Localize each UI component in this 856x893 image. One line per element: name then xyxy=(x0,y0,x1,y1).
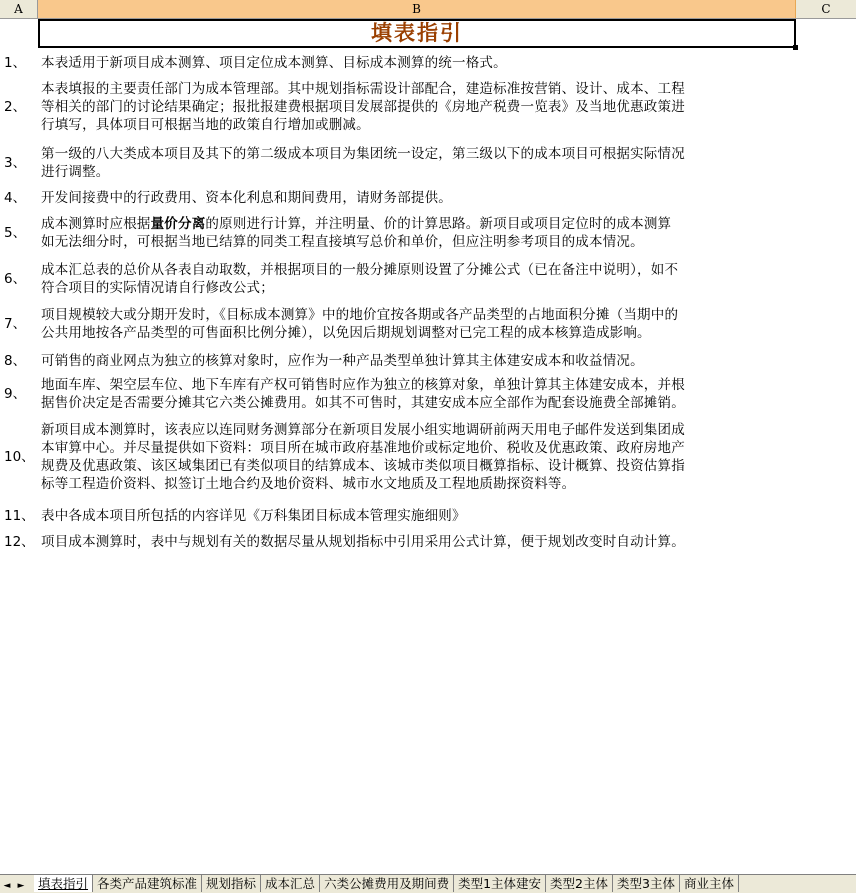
item-text xyxy=(41,80,796,134)
sheet-tab[interactable]: 类型3主体 xyxy=(613,875,680,892)
item-line: 可销售的商业网点为独立的核算对象时，应作为一种产品类型单独计算其主体建安成本和收益情况。 xyxy=(41,353,644,369)
list-item[interactable] xyxy=(0,189,856,207)
next-sheet-icon[interactable]: ► xyxy=(17,881,25,891)
sheet-tab[interactable]: 规划指标 xyxy=(202,875,261,892)
item-text xyxy=(41,376,796,412)
item-number: 8、 xyxy=(4,353,27,369)
column-header-bar xyxy=(0,0,856,19)
item-line-bold: 量价分离 xyxy=(150,216,206,232)
item-line: 本表填报的主要责任部门为成本管理部。其中规划指标需设计部配合，建造标准按营销、设计、成本、工程 xyxy=(41,81,685,97)
item-number: 6、 xyxy=(4,271,27,287)
item-line-pre: 成本测算时应根据 xyxy=(41,216,151,232)
sheet-tab[interactable]: 填表指引 xyxy=(34,875,93,892)
item-line: 表中各成本项目所包括的内容详见《万科集团目标成本管理实施细则》 xyxy=(41,508,466,524)
item-line: 进行调整。 xyxy=(41,164,110,180)
list-item[interactable] xyxy=(0,507,856,525)
item-text xyxy=(41,189,796,207)
item-text xyxy=(41,145,796,181)
item-line: 本表适用于新项目成本测算、项目定位成本测算、目标成本测算的统一格式。 xyxy=(41,55,507,71)
sheet-tab[interactable]: 商业主体 xyxy=(680,875,739,892)
item-text xyxy=(41,507,796,525)
page-title: 填表指引 xyxy=(371,21,463,45)
item-line: 公共用地按各产品类型的可售面积比例分摊），以免因后期规划调整对已完工程的成本核算造成影响。 xyxy=(41,325,651,341)
item-text xyxy=(41,215,796,251)
item-line: 地面车库、架空层车位、地下车库有产权可销售时应作为独立的核算对象，单独计算其主体建安成本，并根 xyxy=(41,377,685,393)
item-number: 12、 xyxy=(4,534,35,550)
item-line: 标等工程造价资料、拟签订土地合约及地价资料、城市水文地质及工程地质勘探资料等。 xyxy=(41,476,576,492)
sheet-nav xyxy=(0,875,34,892)
item-text xyxy=(41,421,796,493)
sheet-tab[interactable]: 类型1主体建安 xyxy=(454,875,546,892)
item-text xyxy=(41,54,796,72)
item-number: 3、 xyxy=(4,155,27,171)
item-number: 1、 xyxy=(4,55,27,71)
sheet-tab[interactable]: 六类公摊费用及期间费 xyxy=(320,875,454,892)
item-text xyxy=(41,261,796,297)
list-item[interactable] xyxy=(0,261,856,297)
title-cell[interactable] xyxy=(38,19,796,48)
item-text xyxy=(41,306,796,342)
item-line: 规费及优惠政策、该区域集团已有类似项目的结算成本、该城市类似项目概算指标、设计概算、投资估算指 xyxy=(41,458,685,474)
list-item[interactable] xyxy=(0,145,856,181)
list-item[interactable] xyxy=(0,215,856,251)
list-item[interactable] xyxy=(0,421,856,493)
sheet-tab[interactable]: 类型2主体 xyxy=(546,875,613,892)
item-line: 新项目成本测算时，该表应以连同财务测算部分在新项目发展小组实地调研前两天用电子邮件发送到集团成 xyxy=(41,422,685,438)
item-text xyxy=(41,352,796,370)
column-header-a[interactable]: A xyxy=(0,0,38,18)
item-line: 第一级的八大类成本项目及其下的第二级成本项目为集团统一设定，第三级以下的成本项目可根据实际情况 xyxy=(41,146,685,162)
list-item[interactable] xyxy=(0,533,856,551)
fill-handle[interactable] xyxy=(793,45,798,50)
sheet-tab-bar xyxy=(0,874,856,893)
item-number: 11、 xyxy=(4,508,35,524)
item-number: 2、 xyxy=(4,99,27,115)
item-number: 9、 xyxy=(4,386,27,402)
list-item[interactable] xyxy=(0,54,856,72)
item-line: 项目成本测算时，表中与规划有关的数据尽量从规划指标中引用采用公式计算，便于规划改变时自动计算。 xyxy=(41,534,685,550)
item-line: 据售价决定是否需要分摊其它六类公摊费用。如其不可售时，其建安成本应全部作为配套设施费全部摊销。 xyxy=(41,395,685,411)
list-item[interactable] xyxy=(0,306,856,342)
item-line: 开发间接费中的行政费用、资本化利息和期间费用，请财务部提供。 xyxy=(41,190,452,206)
item-line: 等相关的部门的讨论结果确定；报批报建费根据项目发展部提供的《房地产税费一览表》及当地优惠政策进 xyxy=(41,99,685,115)
item-line: 符合项目的实际情况请自行修改公式； xyxy=(41,280,274,296)
item-line: 项目规模较大或分期开发时，《目标成本测算》中的地价宜按各期或各产品类型的占地面积分摊（当期中的 xyxy=(41,307,679,323)
item-text xyxy=(41,533,796,551)
list-item[interactable] xyxy=(0,352,856,370)
sheet-tabs xyxy=(34,875,739,892)
item-number: 5、 xyxy=(4,225,27,241)
sheet-tab[interactable]: 成本汇总 xyxy=(261,875,320,892)
item-line: 如无法细分时，可根据当地已结算的同类工程直接填写总价和单价，但应注明参考项目的成本情况。 xyxy=(41,234,644,250)
item-line: 成本汇总表的总价从各表自动取数，并根据项目的一般分摊原则设置了分摊公式（已在备注中说明），如不 xyxy=(41,262,679,278)
item-number: 4、 xyxy=(4,190,27,206)
item-number: 10、 xyxy=(4,449,35,465)
list-item[interactable] xyxy=(0,376,856,412)
column-header-c[interactable]: C xyxy=(821,2,831,16)
item-line: 行填写，具体项目可根据当地的政策自行增加或删减。 xyxy=(41,117,370,133)
item-number: 7、 xyxy=(4,316,27,332)
sheet-tab[interactable]: 各类产品建筑标准 xyxy=(93,875,202,892)
item-line-post: 的原则进行计算，并注明量、价的计算思路。新项目或项目定位时的成本测算 xyxy=(205,216,672,232)
item-line: 本审算中心。并尽量提供如下资料：项目所在城市政府基准地价或标定地价、税收及优惠政策、政府房地产 xyxy=(41,440,685,456)
prev-sheet-icon[interactable]: ◄ xyxy=(3,881,11,891)
item-line xyxy=(41,215,796,233)
list-item[interactable] xyxy=(0,80,856,134)
column-header-b[interactable]: B xyxy=(38,0,796,18)
